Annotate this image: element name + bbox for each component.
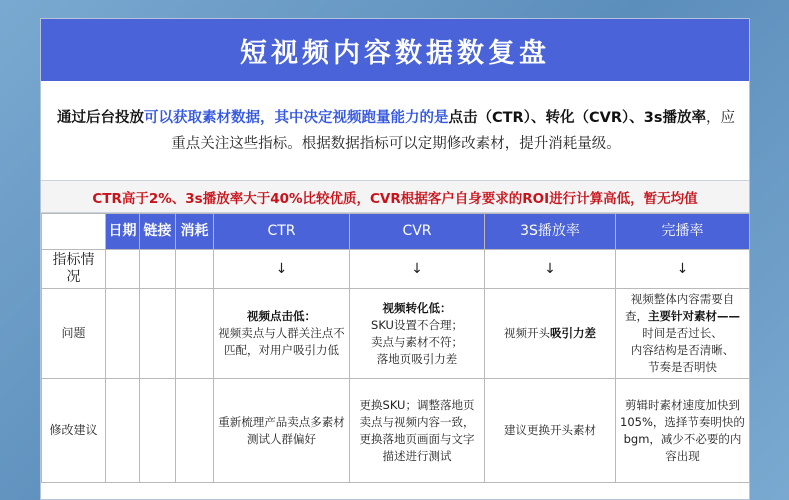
cvr-problem-title: 视频转化低： [382,300,452,315]
cell-empty [106,250,140,289]
warning-text: CTR高于2%、3s播放率大于40%比较优质，CVR根据客户自身要求的ROI进行计算高低，暂无均值 [92,190,698,207]
review-sheet [40,18,750,500]
ctr-problem-cell [214,289,350,379]
play3s-problem-prefix: 视频开头 [504,326,550,340]
cvr-problem-line2: 卖点与素材不符； [371,334,463,349]
cell-empty [176,250,214,289]
cvr-problem-line3: 落地页吸引力差 [376,351,458,366]
cell-empty [176,289,214,379]
cell-empty [140,379,176,483]
row-label-suggestion: 修改建议 [42,379,106,483]
intro-part1: 通过后台投放 [57,110,145,126]
completion-problem-line2: 时间是否过长、 [642,326,723,340]
header-3s-play-rate: 3S播放率 [485,214,616,250]
completion-problem-line1: 视频整体内容需要自查， [625,292,735,323]
ctr-problem-body: 视频卖点与人群关注点不匹配，对用户吸引力低 [218,326,345,357]
header-link: 链接 [140,214,176,250]
intro-part3: 点击（CTR）、转化（CVR）、3s播放率 [448,110,706,126]
play3s-problem-cell [485,289,616,379]
ctr-suggestion-cell: 重新梳理产品卖点多素材测试人群偏好 [214,379,350,483]
header-completion-rate: 完播率 [616,214,750,250]
header-spend: 消耗 [176,214,214,250]
benchmark-warning [41,181,749,213]
cell-empty [106,379,140,483]
row-label-metrics: 指标情况 [42,250,106,289]
table-row-metrics [42,250,750,289]
ctr-problem-title: 视频点击低： [247,309,316,323]
metrics-table [41,213,750,483]
intro-part2: 可以获取素材数据，其中决定视频跑量能力的是 [144,110,449,126]
header-date: 日期 [106,214,140,250]
cell-empty [140,250,176,289]
cvr-problem-cell [350,289,485,379]
completion-suggestion-cell: 剪辑时素材速度加快到105%，选择节奏明快的bgm，减少不必要的内容出现 [616,379,750,483]
table-row-suggestion [42,379,750,483]
completion-problem-cell [616,289,750,379]
completion-down-arrow-icon: ↓ [616,250,750,289]
header-empty [42,214,106,250]
completion-problem-line3: 内容结构是否清晰、 [630,343,735,357]
header-ctr: CTR [214,214,350,250]
cvr-suggestion-cell: 更换SKU；调整落地页卖点与视频内容一致，更换落地页画面与文字描述进行测试 [350,379,485,483]
cell-empty [106,289,140,379]
header-cvr: CVR [350,214,485,250]
ctr-down-arrow-icon: ↓ [214,250,350,289]
table-header-row [42,214,750,250]
completion-problem-bold: 主要针对素材—— [648,309,740,323]
cvr-problem-line1: SKU设置不合理； [371,317,463,332]
cell-empty [176,379,214,483]
intro-paragraph [41,81,749,181]
intro-part4: ，应重点关注这些指标。根据数据指标可以定期修改素材，提升消耗量级。 [171,110,735,152]
cvr-down-arrow-icon: ↓ [350,250,485,289]
page-title: 短视频内容数据数复盘 [240,37,550,69]
cell-empty [140,289,176,379]
play3s-suggestion-cell: 建议更换开头素材 [485,379,616,483]
play3s-down-arrow-icon: ↓ [485,250,616,289]
table-row-problem [42,289,750,379]
title-bar [41,19,749,81]
play3s-problem-bold: 吸引力差 [550,326,596,340]
row-label-problem: 问题 [42,289,106,379]
completion-problem-line4: 节奏是否明快 [648,360,717,374]
